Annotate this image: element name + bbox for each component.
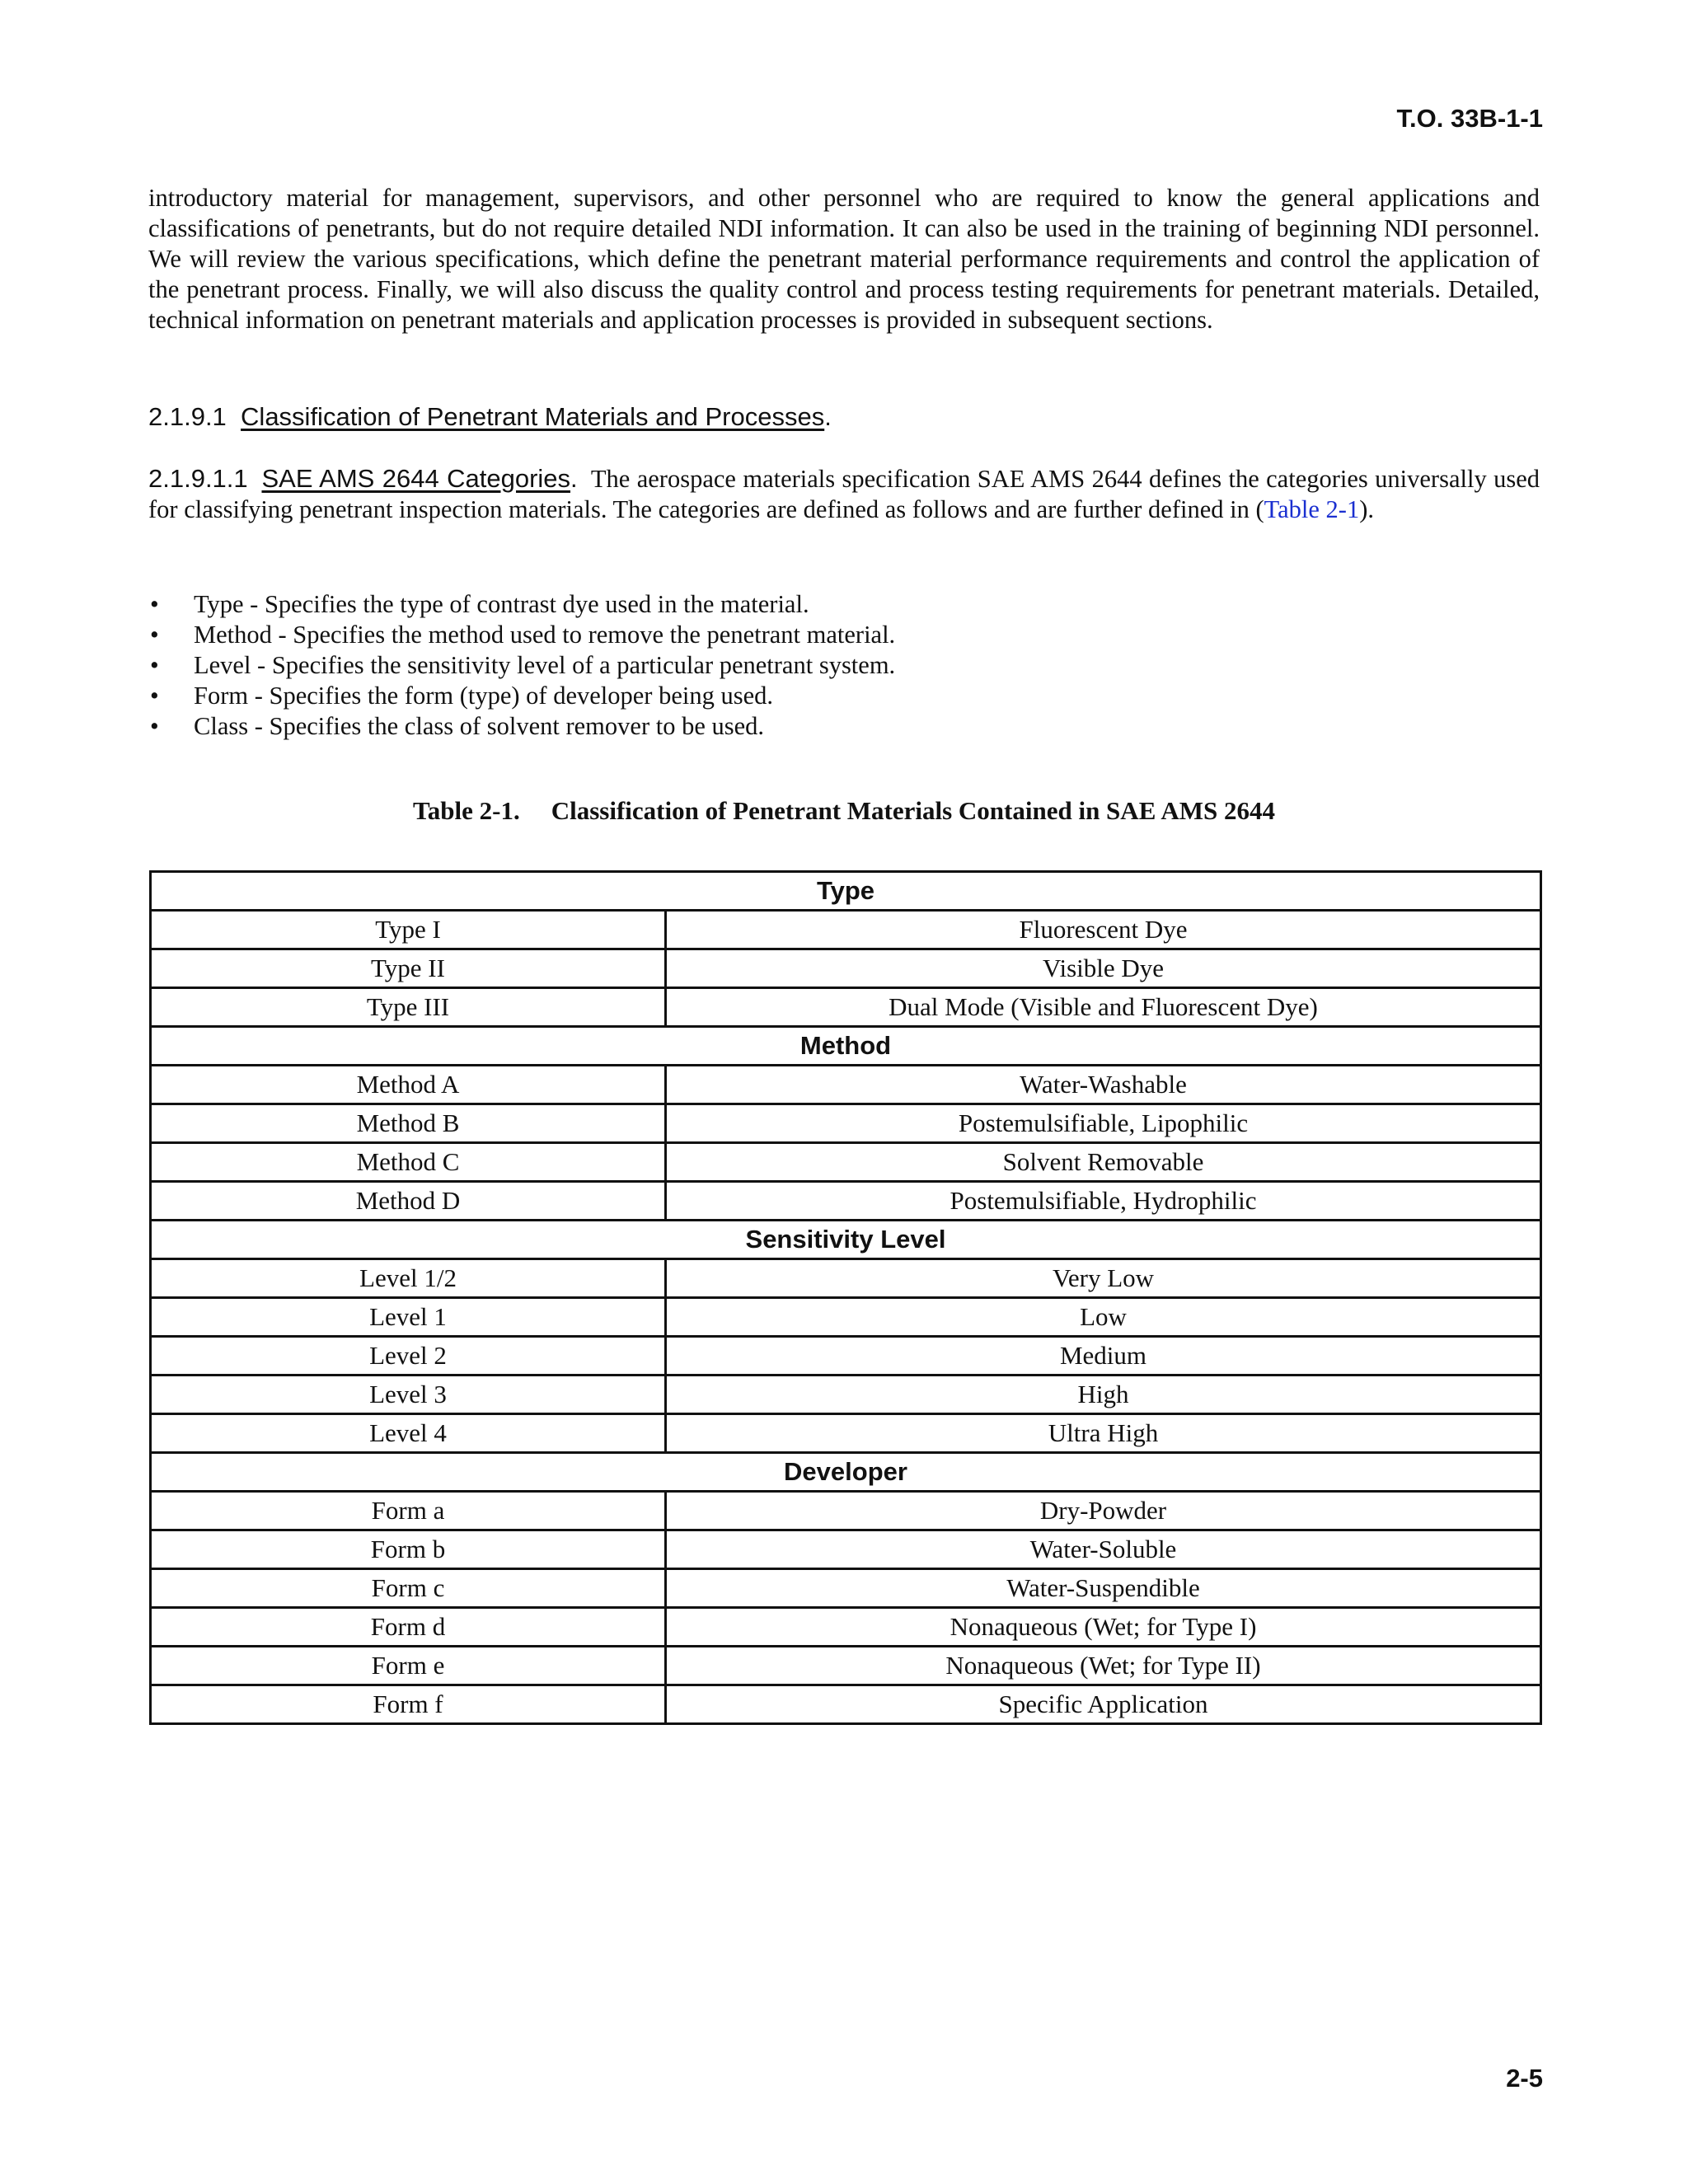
row-key: Level 4 [151, 1414, 666, 1453]
section-header-sensitivity-level: Sensitivity Level [151, 1221, 1541, 1259]
table-title: Classification of Penetrant Materials Contained in SAE AMS 2644 [551, 796, 1276, 825]
row-key: Type III [151, 988, 666, 1027]
row-key: Form b [151, 1530, 666, 1569]
list-item [148, 589, 1540, 620]
table-row [151, 1298, 1541, 1337]
section-header-developer: Developer [151, 1453, 1541, 1492]
row-value: Visible Dye [666, 949, 1541, 988]
bullet-icon: • [150, 682, 159, 710]
row-key: Method B [151, 1104, 666, 1143]
row-value: Dual Mode (Visible and Fluorescent Dye) [666, 988, 1541, 1027]
subsection-title: SAE AMS 2644 Categories [261, 464, 571, 493]
row-key: Method D [151, 1182, 666, 1221]
row-value: Water-Washable [666, 1066, 1541, 1104]
row-value: Low [666, 1298, 1541, 1337]
list-item [148, 681, 1540, 711]
subsection-number: 2.1.9.1.1 [148, 464, 248, 493]
row-value: Dry-Powder [666, 1492, 1541, 1530]
bullet-icon: • [150, 651, 159, 679]
table-section-row [151, 1453, 1541, 1492]
list-item-text: Level - Specifies the sensitivity level of a particular penetrant system. [194, 651, 896, 679]
row-value: Solvent Removable [666, 1143, 1541, 1182]
list-item [148, 650, 1540, 681]
row-key: Level 1 [151, 1298, 666, 1337]
row-value: Ultra High [666, 1414, 1541, 1453]
document-id: T.O. 33B-1-1 [1396, 104, 1543, 133]
classification-table [149, 870, 1542, 1725]
table-section-row [151, 1221, 1541, 1259]
subsection-text-end: ). [1359, 495, 1375, 523]
table-row [151, 1608, 1541, 1647]
table-row [151, 1143, 1541, 1182]
row-key: Method A [151, 1066, 666, 1104]
row-value: Postemulsifiable, Lipophilic [666, 1104, 1541, 1143]
table-row [151, 1066, 1541, 1104]
section-header-type: Type [151, 872, 1541, 911]
row-key: Form e [151, 1647, 666, 1685]
table-row [151, 1259, 1541, 1298]
row-value: High [666, 1376, 1541, 1414]
table-2-1-link[interactable]: Table 2-1 [1264, 495, 1360, 523]
table-row [151, 1530, 1541, 1569]
table-row [151, 1414, 1541, 1453]
table-caption [0, 796, 1688, 826]
table-label: Table 2-1. [412, 796, 520, 825]
row-key: Type II [151, 949, 666, 988]
table-row [151, 988, 1541, 1027]
subsection-text: The aerospace materials specification SAE AMS 2644 defines the categories universally used for classifying penetrant inspection materials. The categories are defined as follows and are further defined in ( [148, 465, 1540, 523]
row-key: Form a [151, 1492, 666, 1530]
table-row [151, 911, 1541, 949]
section-title: Classification of Penetrant Materials and Processes [241, 402, 825, 431]
table-row [151, 1569, 1541, 1608]
section-heading-2-1-9-1 [148, 402, 1540, 432]
row-key: Type I [151, 911, 666, 949]
section-title-period: . [824, 402, 832, 431]
table-row [151, 1376, 1541, 1414]
row-value: Medium [666, 1337, 1541, 1376]
row-key: Level 1/2 [151, 1259, 666, 1298]
list-item-text: Type - Specifies the type of contrast dye used in the material. [194, 590, 809, 618]
table-row [151, 1104, 1541, 1143]
table-row [151, 949, 1541, 988]
row-value: Nonaqueous (Wet; for Type II) [666, 1647, 1541, 1685]
section-header-method: Method [151, 1027, 1541, 1066]
row-value: Fluorescent Dye [666, 911, 1541, 949]
row-value: Water-Suspendible [666, 1569, 1541, 1608]
row-key: Level 3 [151, 1376, 666, 1414]
subsection-title-period: . [570, 464, 578, 493]
row-value: Specific Application [666, 1685, 1541, 1724]
bullet-icon: • [150, 621, 159, 649]
list-item-text: Method - Specifies the method used to remove the penetrant material. [194, 621, 896, 649]
list-item-text: Form - Specifies the form (type) of developer being used. [194, 682, 773, 710]
bullet-icon: • [150, 712, 159, 740]
row-key: Form f [151, 1685, 666, 1724]
row-key: Form c [151, 1569, 666, 1608]
row-value: Water-Soluble [666, 1530, 1541, 1569]
table-section-row [151, 872, 1541, 911]
row-key: Level 2 [151, 1337, 666, 1376]
table-row [151, 1492, 1541, 1530]
list-item-text: Class - Specifies the class of solvent remover to be used. [194, 712, 765, 740]
page-number: 2-5 [1506, 2064, 1543, 2093]
row-value: Very Low [666, 1259, 1541, 1298]
table-row [151, 1647, 1541, 1685]
section-number: 2.1.9.1 [148, 402, 227, 431]
table-row [151, 1182, 1541, 1221]
table-row [151, 1685, 1541, 1724]
list-item [148, 620, 1540, 650]
intro-paragraph: introductory material for management, supervisors, and other personnel who are required to know the general applications and classifications of penetrants, but do not require detailed NDI information. It can also be used in the training of beginning NDI personnel. We will review the various specifications, which define the penetrant material performance requirements and control the application of the penetrant process. Finally, we will also discuss the quality control and process testing requirements for penetrant materials. Detailed, technical information on penetrant materials and application processes is provided in subsequent sections. [148, 184, 1540, 334]
section-paragraph-2-1-9-1-1 [148, 463, 1540, 525]
row-key: Method C [151, 1143, 666, 1182]
row-value: Postemulsifiable, Hydrophilic [666, 1182, 1541, 1221]
bullet-icon: • [150, 590, 159, 618]
row-value: Nonaqueous (Wet; for Type I) [666, 1608, 1541, 1647]
list-item [148, 711, 1540, 742]
row-key: Form d [151, 1608, 666, 1647]
table-section-row [151, 1027, 1541, 1066]
category-bullet-list [148, 589, 1540, 742]
table-row [151, 1337, 1541, 1376]
